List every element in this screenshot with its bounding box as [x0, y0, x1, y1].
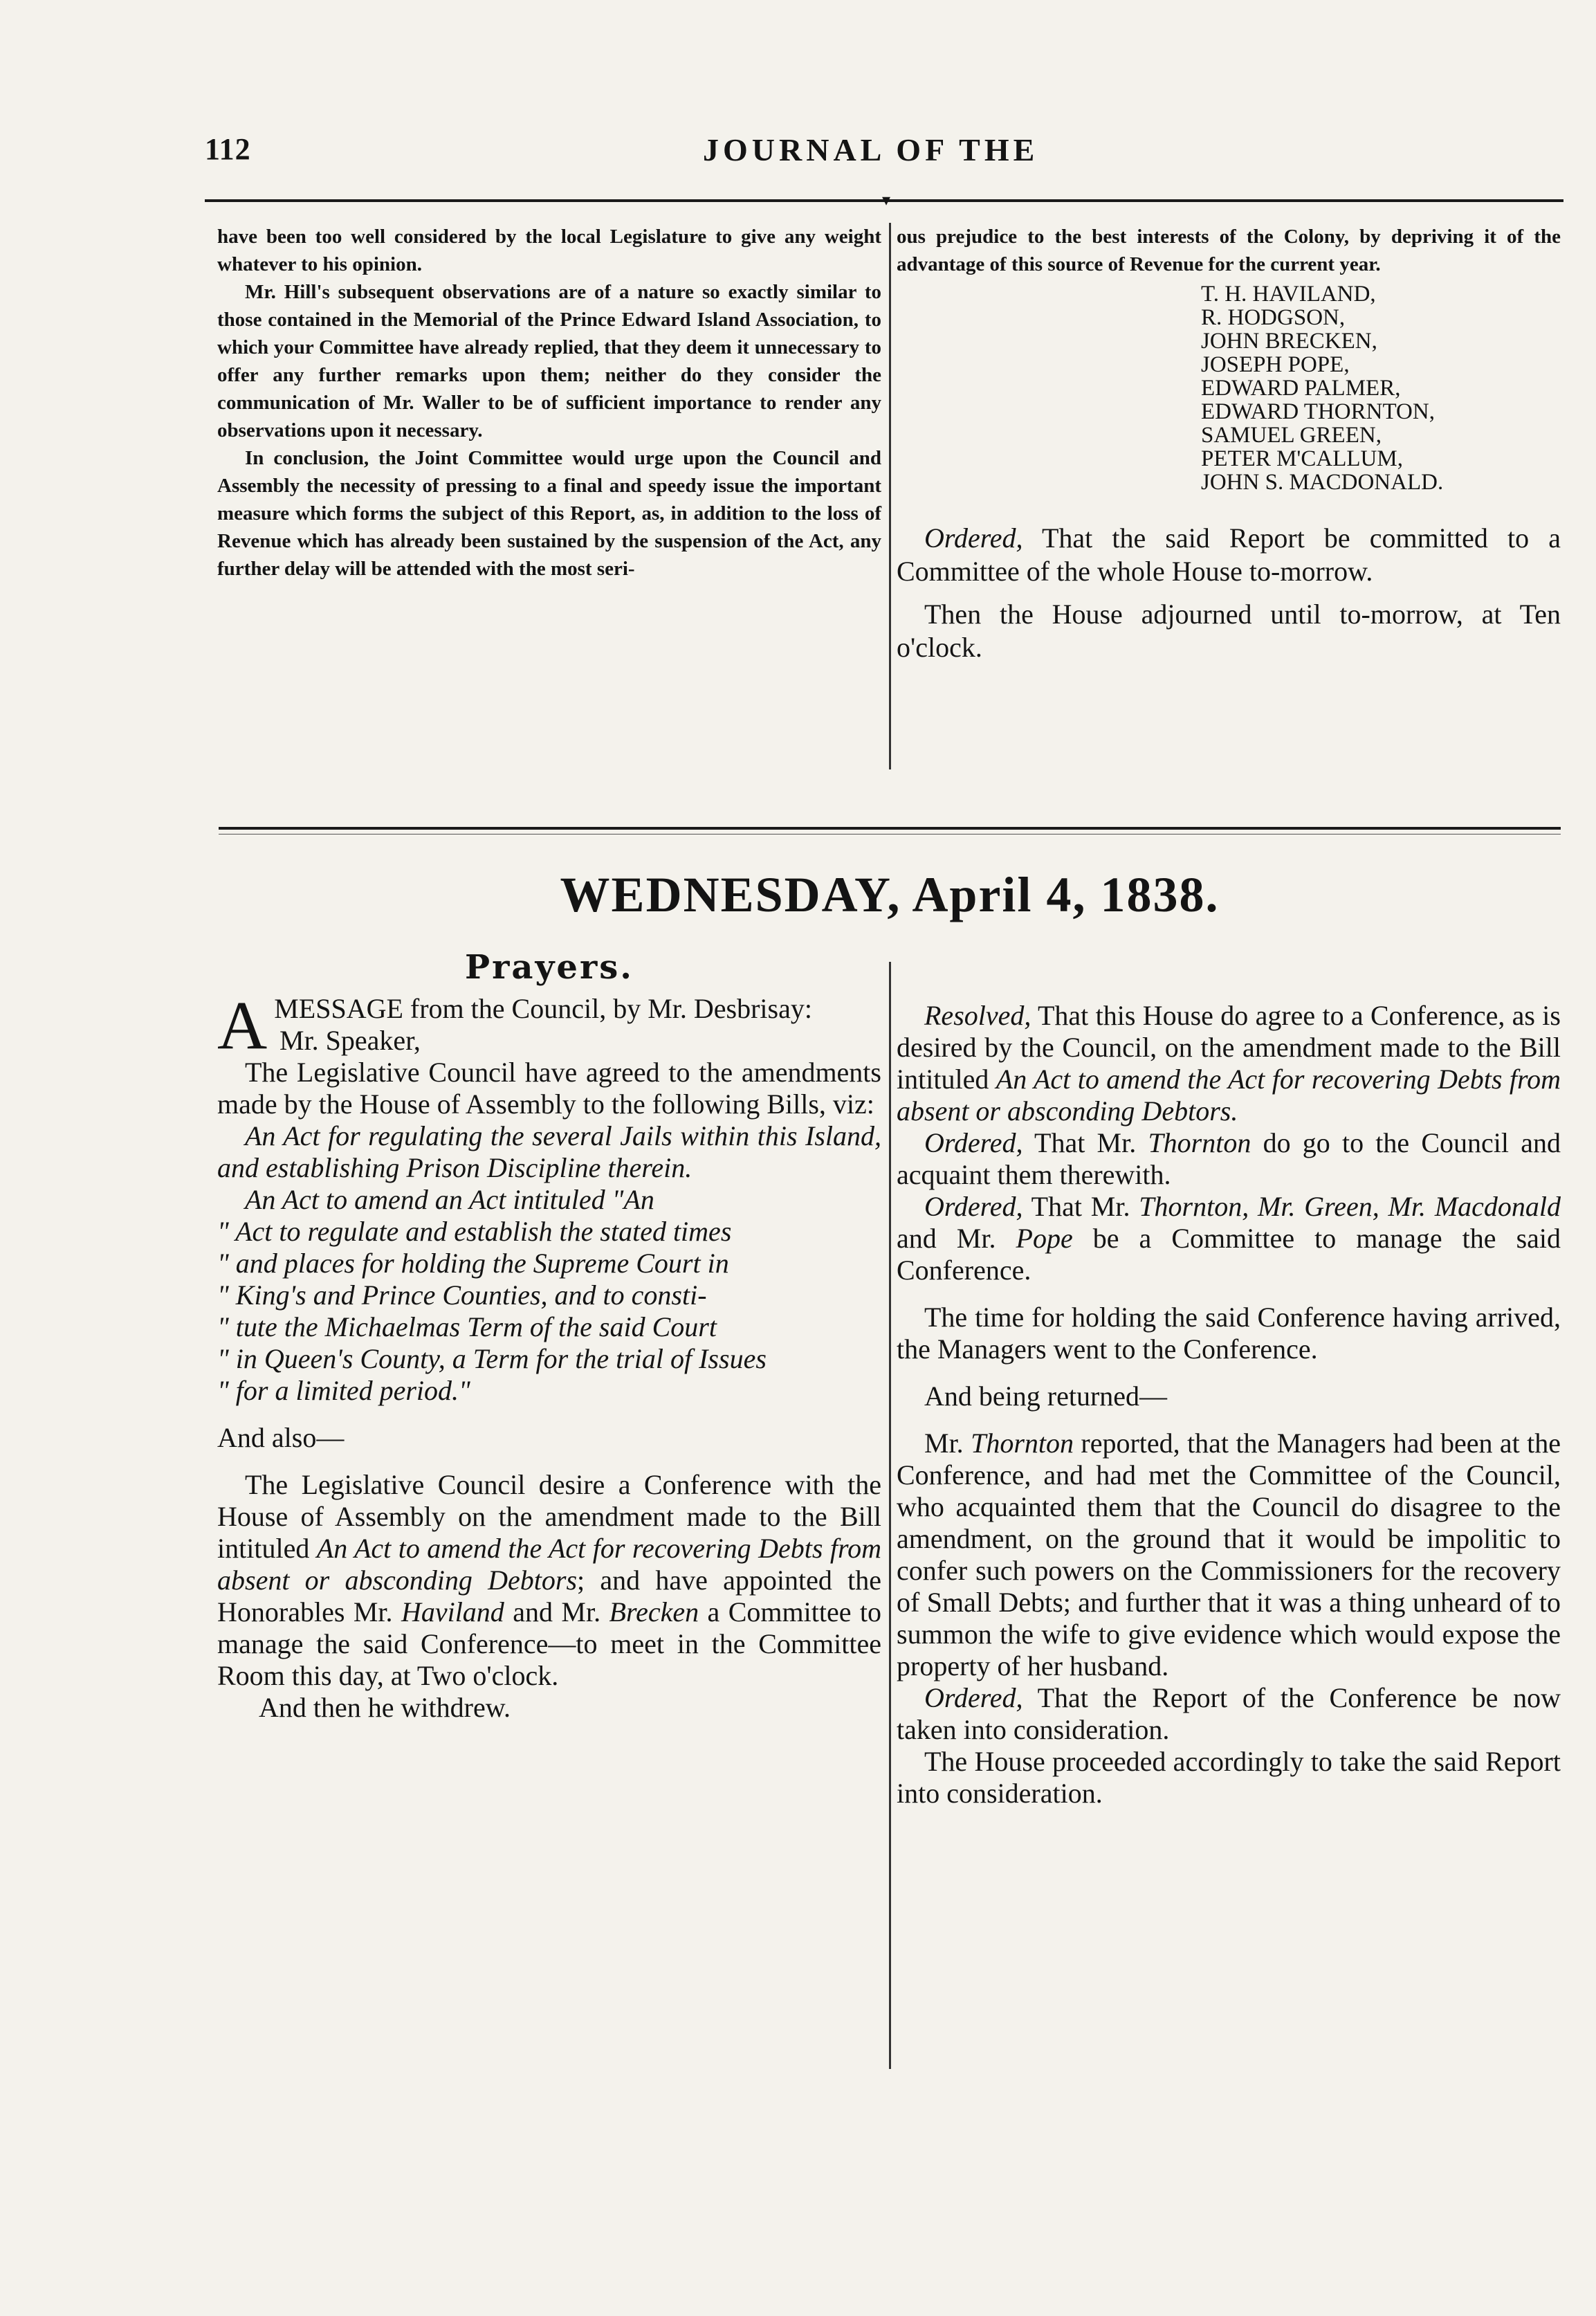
paragraph: have been too well considered by the local Legislature to give any weight whatever to his opinion.: [217, 226, 881, 275]
upper-right-column: [897, 223, 1561, 674]
bill-title: An Act for regulating the several Jails within this Island, and establishing Prison Discipline therein.: [217, 1120, 881, 1183]
and-also: And also—: [217, 1422, 345, 1453]
ordered-label: Ordered,: [924, 1682, 1023, 1713]
drop-cap: A: [217, 987, 268, 1064]
message-intro: MESSAGE from the Council, by Mr. Desbrisay:: [274, 993, 812, 1024]
proceeded-paragraph: The House proceeded accordingly to take the said Report into consideration.: [897, 1746, 1561, 1809]
quote-line: " and places for holding the Supreme Court in: [217, 1248, 729, 1279]
member-name: Brecken: [609, 1596, 699, 1627]
ordered-label: Ordered,: [924, 522, 1023, 554]
text: and Mr.: [504, 1596, 609, 1627]
ordered-label: Ordered,: [924, 1191, 1023, 1222]
bill-name: An Act to amend the Act for recovering Debts from absent or absconding Debtors.: [897, 1064, 1561, 1127]
member-name: Thornton: [1148, 1127, 1251, 1158]
returned-line: And being returned—: [924, 1380, 1168, 1412]
bill-name: An Act to amend the Act for recovering Debts from absent or absconding Debtors: [217, 1533, 881, 1596]
date-heading: [219, 866, 1561, 924]
signatory: JOHN BRECKEN,: [1201, 329, 1377, 354]
salutation: Mr. Speaker,: [279, 1025, 421, 1056]
ordered-paragraph: [897, 1682, 1561, 1746]
text: be a Committee to manage the said Conference.: [897, 1223, 1561, 1286]
conference-paragraph: [217, 1469, 881, 1692]
signatory: EDWARD PALMER,: [1201, 376, 1401, 401]
upper-left-column: [217, 223, 881, 583]
withdrew-line: And then he withdrew.: [259, 1692, 511, 1723]
signatory: JOHN S. MACDONALD.: [1201, 470, 1444, 495]
ordered-paragraph: [897, 522, 1561, 588]
text: a Committee to manage the said Conference—to meet in the Committee Room this day, at Two o'clock.: [217, 1596, 881, 1691]
member-name: Thornton: [971, 1428, 1074, 1459]
quote-line: An Act to amend an Act intituled "An: [245, 1184, 654, 1215]
signatory-list: [1201, 282, 1561, 494]
adjourned-paragraph: Then the House adjourned until to-morrow, at Ten o'clock.: [897, 599, 1561, 663]
column-divider: [889, 223, 891, 769]
resolved-label: Resolved,: [924, 1000, 1031, 1031]
text: The Legislative Council desire a Conference with the House of Assembly on the amendment made to the Bill intituled: [217, 1469, 881, 1564]
signatory: PETER M'CALLUM,: [1201, 446, 1403, 471]
page-number: 112: [205, 132, 251, 166]
resolved-paragraph: [897, 1000, 1561, 1127]
page-header: [205, 125, 1561, 180]
running-head: JOURNAL OF THE: [703, 132, 1039, 167]
text: and Mr.: [897, 1223, 1016, 1254]
lower-left-column: [217, 948, 881, 1724]
section-rule-thin: [219, 834, 1561, 835]
quote-line: " in Queen's County, a Term for the trial of Issues: [217, 1343, 767, 1374]
text: ; and have appointed the Honorables Mr.: [217, 1565, 881, 1627]
member-names: Thornton, Mr. Green, Mr. Macdonald: [1139, 1191, 1561, 1222]
text: do go to the Council and acquaint them therewith.: [897, 1127, 1561, 1190]
member-name: Haviland: [401, 1596, 504, 1627]
reported-paragraph: [897, 1428, 1561, 1682]
column-divider: [889, 962, 891, 2069]
time-arrived-paragraph: The time for holding the said Conference having arrived, the Managers went to the Conference.: [897, 1302, 1561, 1365]
ordered-paragraph: [897, 1127, 1561, 1191]
text: That Mr.: [1022, 1127, 1148, 1158]
text: reported, that the Managers had been at the Conference, and had met the Committee of the Council, who acquainted them that the Council do disagree to the amendment, on the ground that it would be impolitic to confer such powers on the Commissioners for the recovery of Small Debts; and further that it was a thing unheard of to summon the wife to give evidence which would expose the property of her husband.: [897, 1428, 1561, 1681]
section-rule: [219, 827, 1561, 830]
signatory: SAMUEL GREEN,: [1201, 423, 1382, 448]
upper-right-body: [897, 522, 1561, 664]
signatory: T. H. HAVILAND,: [1201, 282, 1376, 307]
paragraph: Mr. Hill's subsequent observations are of a nature so exactly similar to those contained in the Memorial of the Prince Edward Island Association, to which your Committee have already replied, that they deem it unnecessary to offer any further remarks upon them; neither do they consider the communication of Mr. Waller to be of sufficient importance to render any observations upon it necessary.: [217, 281, 881, 441]
ordered-text: That the said Report be committed to a Committee of the whole House to-morrow.: [897, 522, 1561, 587]
paragraph: ous prejudice to the best interests of the Colony, by depriving it of the advantage of this source of Revenue for the current year.: [897, 226, 1561, 275]
signatory: EDWARD THORNTON,: [1201, 399, 1435, 424]
quote-line: " Act to regulate and establish the stated times: [217, 1216, 732, 1247]
date-heading-day: WEDNESDAY,: [560, 867, 901, 922]
signatory: JOSEPH POPE,: [1201, 352, 1350, 377]
lower-right-column: [897, 951, 1561, 1809]
agreed-paragraph: The Legislative Council have agreed to the amendments made by the House of Assembly to the following Bills, viz:: [217, 1057, 881, 1120]
bill-quote: [217, 1184, 881, 1407]
text: That Mr.: [1022, 1191, 1139, 1222]
text: That the Report of the Conference be now taken into consideration.: [897, 1682, 1561, 1745]
quote-line: " tute the Michaelmas Term of the said Court: [217, 1311, 717, 1342]
ordered-paragraph: [897, 1191, 1561, 1286]
text: Mr.: [924, 1428, 971, 1459]
rule-ornament: ▾: [882, 192, 891, 210]
signatory: R. HODGSON,: [1201, 305, 1346, 330]
quote-line: " for a limited period.": [217, 1375, 470, 1406]
date-heading-date: April 4, 1838.: [912, 867, 1220, 922]
prayers-heading: Prayers.: [465, 948, 634, 987]
paragraph: In conclusion, the Joint Committee would urge upon the Council and Assembly the necessity of pressing to a final and speedy issue the important measure which forms the subject of this Report, as, in addition to the loss of Revenue which has already been sustained by the suspension of the Act, any further delay will be attended with the most seri-: [217, 447, 881, 580]
quote-line: " King's and Prince Counties, and to consti-: [217, 1279, 707, 1311]
ordered-label: Ordered,: [924, 1127, 1023, 1158]
member-name: Pope: [1016, 1223, 1073, 1254]
text: That this House do agree to a Conference, as is desired by the Council, on the amendment made to the Bill intituled: [897, 1000, 1561, 1095]
